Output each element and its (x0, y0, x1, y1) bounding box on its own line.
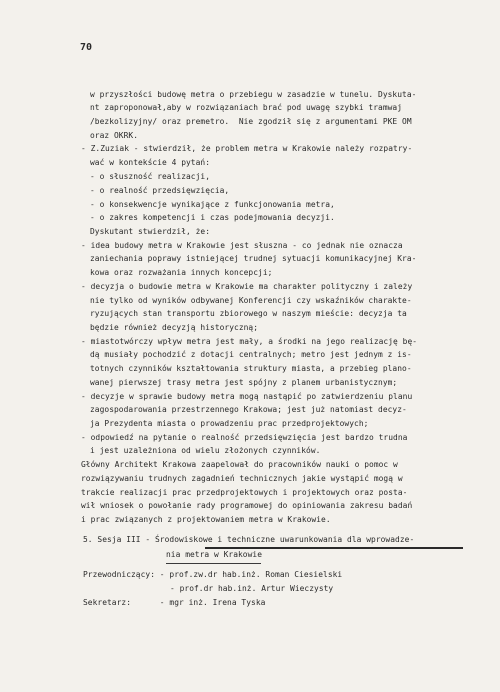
secretary-line: Sekretarz: - mgr inż. Irena Tyska (83, 598, 266, 607)
text-line: zaniechania poprawy istniejącej trudnej sytuacji komunikacyjnej Kra- (90, 254, 417, 263)
list-item: - o konsekwencje wynikające z funkcjonowania metra, (90, 200, 335, 209)
text-line: w przyszłości budowę metra o przebiegu w zasadzie w tunelu. Dyskutа- (90, 90, 417, 99)
text-line: totnych czynników kształtowania struktury miasta, a przebieg plano- (90, 364, 412, 373)
text-line: oraz OKRK. (90, 131, 139, 140)
section-heading-rule (166, 563, 261, 564)
text-line: - Z.Zuziak - stwierdził, że problem metra w Krakowie należy rozpatry- (81, 144, 413, 153)
text-line: Główny Architekt Krakowa zaapelował do pracowników nauki o pomoc w (81, 460, 398, 469)
text-line: i jest uzależniona od wielu złożonych czynników. (90, 446, 321, 455)
text-line: zagospodarowania przestrzennego Krakowa; jest już natomiast decyz- (90, 405, 407, 414)
text-line: trakcie realizacji prac przedprojektowych i projektowych oraz posta- (81, 488, 408, 497)
text-line: wił wniosek o powołanie rady programowej do opiniowania zakresu badań (81, 501, 413, 510)
section-heading: 5. Sesja III - Środowiskowe i techniczne uwarunkowania dla wprowadze- (83, 535, 415, 544)
text-line: /bezkolizyjny/ oraz premetro. Nie zgodził się z argumentami PKE OM (90, 117, 412, 126)
section-heading-rule (205, 547, 463, 549)
text-line: wać w kontekście 4 pytań: (90, 158, 211, 167)
list-item: - odpowiedź na pytanie o realność przedsięwzięcia jest bardzo trudna (81, 433, 408, 442)
chair-line: Przewodniczący: - prof.zw.dr hab.inż. Roman Ciesielski (83, 570, 343, 579)
text-line: ja Prezydenta miasta o prowadzeniu prac przedprojektowych; (90, 419, 369, 428)
text-line: nt zaproponował,aby w rozwiązaniach brać pod uwagę szybki tramwaj (90, 103, 403, 112)
list-item: - o zakres kompetencji i czas podejmowania decyzji. (90, 213, 335, 222)
text-line: Dyskutant stwierdził, że: (90, 227, 211, 236)
text-line: nie tylko od wyników odbywanej Konferencji czy wskaźników charakte- (90, 296, 412, 305)
text-line: ryzujących stan transportu zbiorowego w naszym mieście: decyzja ta (90, 309, 407, 318)
text-line: i prac związanych z projektowaniem metra w Krakowie. (81, 515, 331, 524)
chair-line: - prof.dr hab.inż. Artur Wieczysty (170, 584, 334, 593)
list-item: - decyzja o budowie metra w Krakowie ma charakter polityczny i zależy (81, 282, 413, 291)
text-line: będzie również decyzją historyczną; (90, 323, 259, 332)
text-line: dą musiały pochodzić z dotacji centralnych; metro jest jednym z is- (90, 350, 412, 359)
page-number: 70 (80, 42, 93, 53)
text-line: wanej pierwszej trasy metra jest spójny z planem urbanistycznym; (90, 378, 398, 387)
list-item: - decyzje w sprawie budowy metra mogą nastąpić po zatwierdzeniu planu (81, 392, 413, 401)
list-item: - o słuszność realizacji, (90, 172, 211, 181)
text-line: kowa oraz rozważania innych koncepcji; (90, 268, 273, 277)
list-item: - miastotwórczy wpływ metra jest mały, a środki na jego realizację bę- (81, 337, 418, 346)
section-heading: nia metra w Krakowie (166, 550, 263, 559)
text-line: rozwiązywaniu trudnych zagadnień technicznych jakie wystąpić mogą w (81, 474, 403, 483)
list-item: - o realność przedsięwzięcia, (90, 186, 230, 195)
list-item: - idea budowy metra w Krakowie jest słuszna - co jednak nie oznacza (81, 241, 403, 250)
